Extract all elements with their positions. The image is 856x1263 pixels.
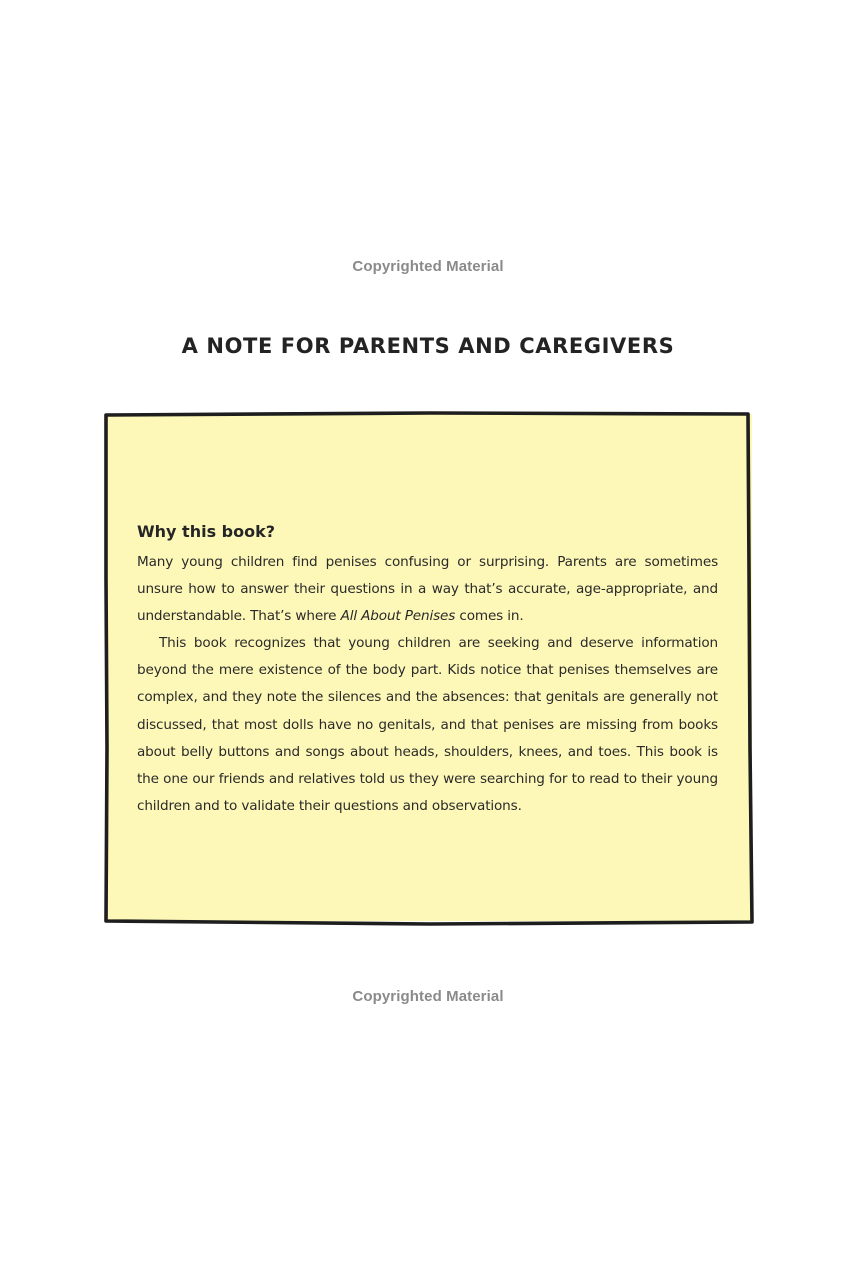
copyright-watermark-bottom: Copyrighted Material bbox=[352, 988, 504, 1005]
page-title: A NOTE FOR PARENTS AND CAREGIVERS bbox=[181, 334, 675, 358]
paragraph-intro-text: Many young children find penises confusing or surprising. Parents are sometimes unsure how to answer their questions in a way that’s accurate, age-appropriate, and understandable. That’s where bbox=[137, 554, 718, 625]
paragraph-intro-end: comes in. bbox=[455, 608, 524, 625]
book-title: All About Penises bbox=[340, 608, 456, 625]
note-content bbox=[137, 519, 718, 820]
paragraph-body: This book recognizes that young children are seeking and deserve information beyond the mere existence of the body part. Kids notice that penises themselves are complex, and they note the silences and the absences: that genitals are generally not discussed, that most dolls have no genitals, and that penises are missing from books about belly buttons and songs about heads, shoulders, knees, and toes. This book is the one our friends and relatives told us they were searching for to read to their young children and to validate their questions and observations. bbox=[137, 635, 718, 814]
section-heading: Why this book? bbox=[137, 522, 276, 541]
copyright-watermark-top: Copyrighted Material bbox=[352, 258, 504, 275]
paragraph-intro bbox=[137, 549, 718, 630]
